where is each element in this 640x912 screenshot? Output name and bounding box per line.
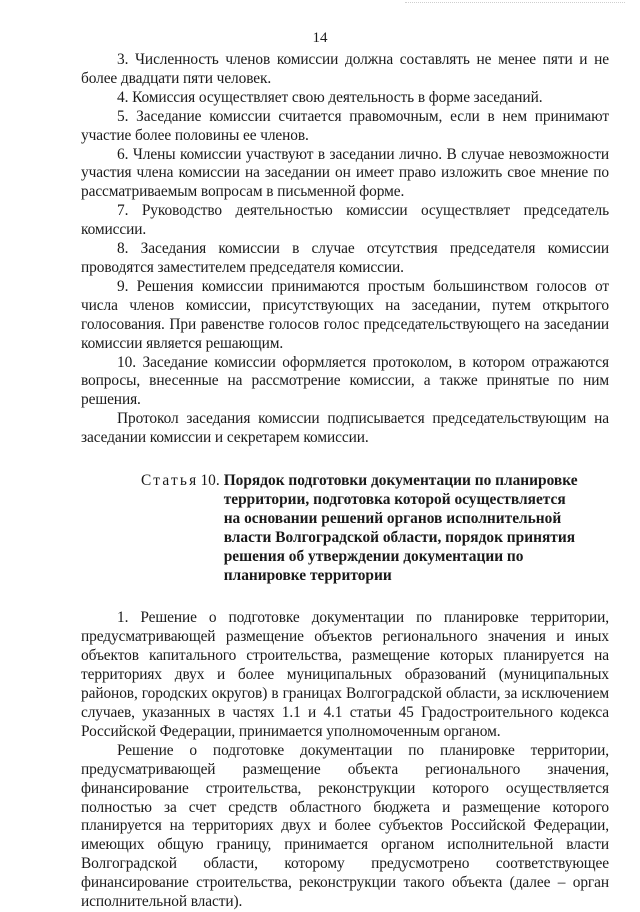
paragraph-item-9: 9. Решения комиссии принимаются простым большинством голосов от числа членов комиссии, присутствующих на заседании, путем открытого голосования. При равенстве голосов голос председательствующего на заседании комиссии является решающим. [81,277,609,352]
paragraph-article10-1: 1. Решение о подготовке документации по планировке территории, предусматривающей размещение объектов регионального значения и иных объектов капитального строительства, размещение которых планируется на территориях двух и более муниципальных образований (муниципальных районов, городских округов) в границах Волгоградской области, за исключением случаев, указанных в частях 1.1 и 4.1 статьи 45 Градостроительного кодекса Российской Федерации, принимается уполномоченным органом. [81,609,609,740]
article-heading [141,472,609,585]
spacer [81,585,609,609]
article-number: 10. [200,472,220,490]
document-body [81,51,609,912]
article-label: Статья [141,472,199,490]
paragraph-item-10: 10. Заседание комиссии оформляется протоколом, в котором отражаются вопросы, внесенные на рассмотрение комиссии, а также принятые по ним решения. [81,353,609,409]
paragraph-protocol: Протокол заседания комиссии подписывается председательствующим на заседании комиссии и секретарем комиссии. [81,410,609,447]
paragraph-item-8: 8. Заседания комиссии в случае отсутствия председателя комиссии проводятся заместителем председателя комиссии. [81,240,609,276]
article-title: Порядок подготовки документации по планировке территории, подготовка которой осуществляется на основании решений органов исполнительной власти Волгоградской области, порядок принятия решения об утверждении документации по планировке территории [223,472,578,584]
spacer [81,448,609,472]
top-border-line [405,2,625,3]
paragraph-article10-decision: Решение о подготовке документации по планировке территории, предусматривающей размещение объекта регионального значения, финансирование строительства, реконструкции которого осуществляется полностью за счет средств областного бюджета и размещение которого планируется на территориях двух и более субъектов Российской Федерации, имеющих общую границу, принимается органом исполнительной власти Волгоградской области, которому предусмотрено соответствующее финансирование строительства, реконструкции такого объекта (далее – орган исполнительной власти). [81,741,609,911]
paragraph-item-3: 3. Численность членов комиссии должна составлять не менее пяти и не более двадцати пяти человек. [81,51,609,87]
paragraph-item-7: 7. Руководство деятельностью комиссии осуществляет председатель комиссии. [81,202,609,239]
paragraph-item-6: 6. Члены комиссии участвуют в заседании лично. В случае невозможности участия члена комиссии на заседании он имеет право изложить свое мнение по рассматриваемым вопросам в письменной форме. [81,145,609,201]
paragraph-item-4: 4. Комиссия осуществляет свою деятельность в форме заседаний. [117,88,543,106]
page-number: 14 [312,30,328,46]
paragraph-item-5: 5. Заседание комиссии считается правомочным, если в нем принимают участие более половины ее членов. [81,107,609,144]
